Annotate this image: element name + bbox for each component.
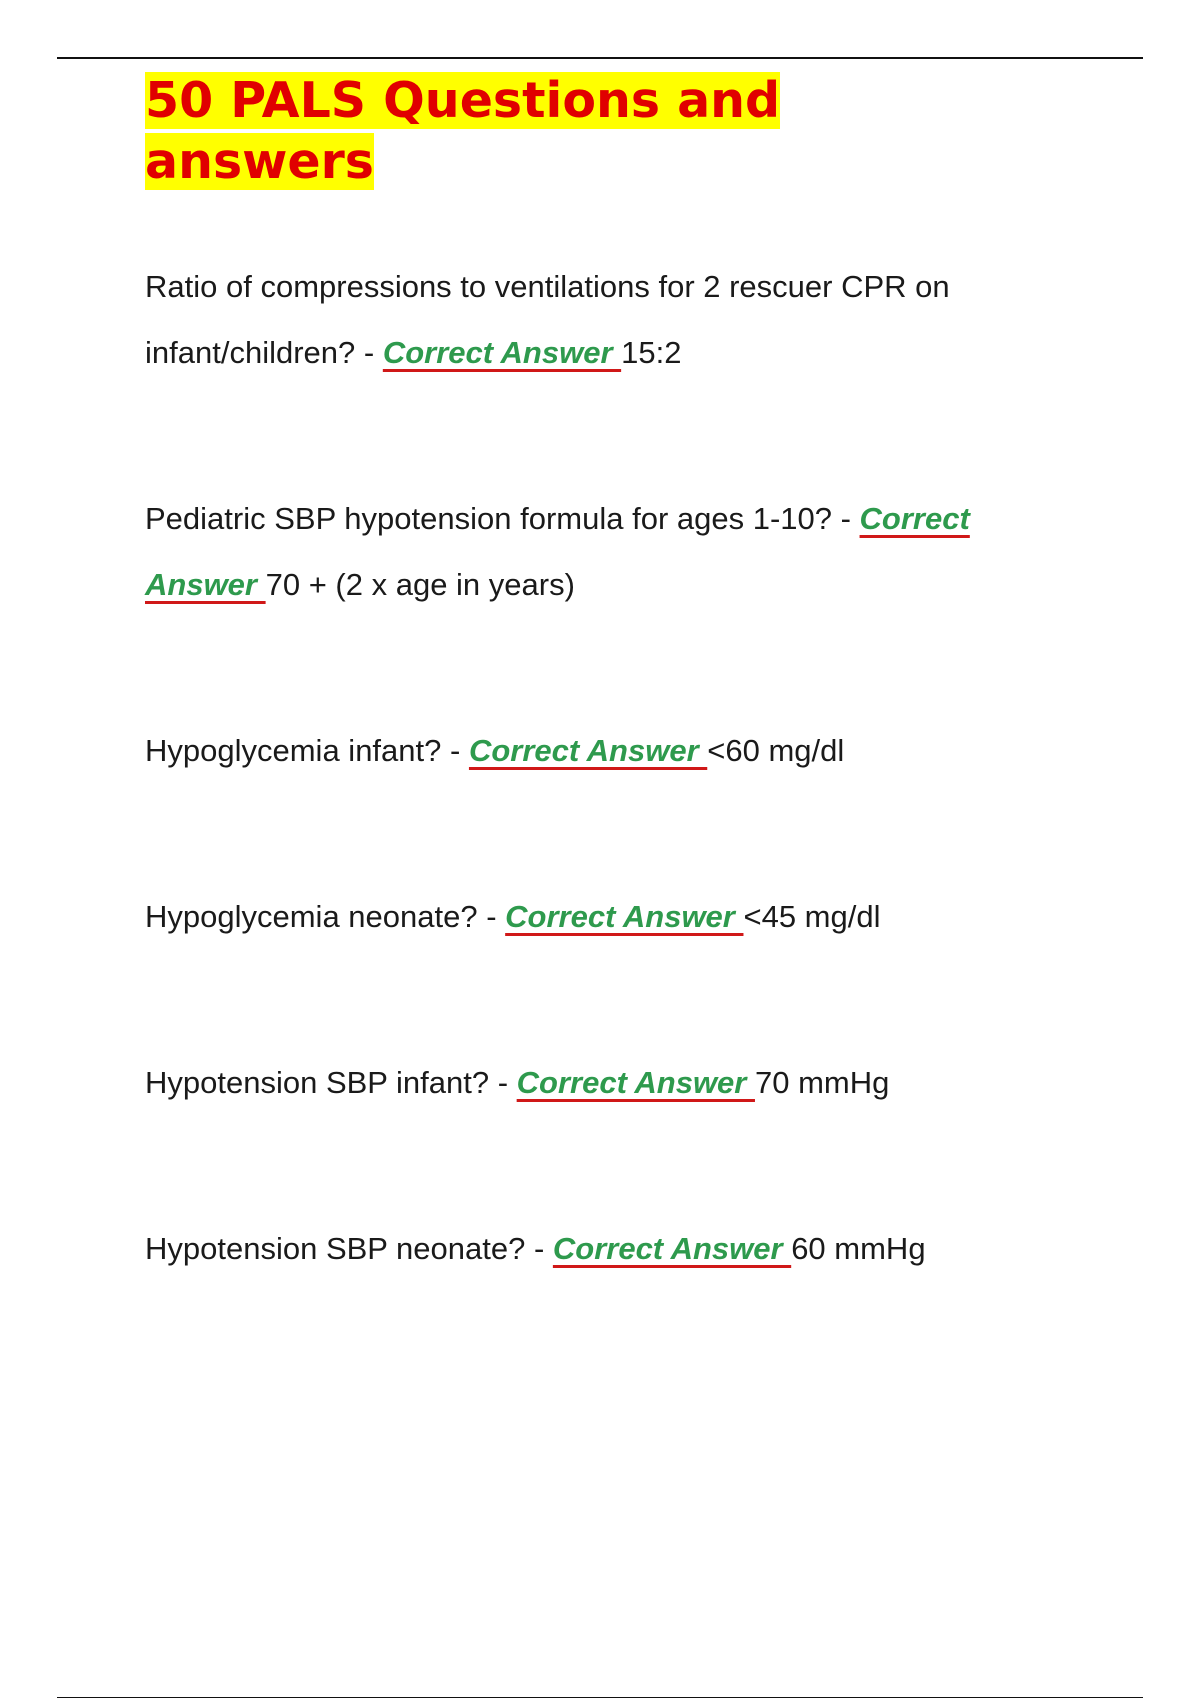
question-text: Pediatric SBP hypotension formula for ages 1-10? - — [145, 501, 860, 536]
answer-text: 70 + (2 x age in years) — [265, 567, 575, 602]
qa-item — [145, 254, 1045, 386]
correct-answer-label: Correct Answer — [468, 733, 708, 768]
question-text: Ratio of compressions to ventilations for 2 rescuer CPR on infant/children? - — [145, 269, 950, 370]
question-text: Hypotension SBP infant? - — [145, 1065, 517, 1100]
correct-answer-label: Correct Answer — [516, 1065, 755, 1100]
answer-text: <60 mg/dl — [707, 733, 845, 768]
bottom-divider — [57, 1697, 1143, 1698]
correct-answer-label: Correct Answer — [145, 501, 970, 602]
qa-item — [145, 718, 1045, 784]
answer-text: <45 mg/dl — [743, 899, 881, 934]
document-title — [145, 70, 905, 192]
qa-item — [145, 486, 1045, 618]
answer-text: 60 mmHg — [791, 1231, 926, 1266]
qa-item — [145, 884, 1045, 950]
qa-item — [145, 1050, 1045, 1116]
top-divider — [57, 57, 1143, 59]
correct-answer-label: Correct Answer — [552, 1231, 792, 1266]
question-text: Hypoglycemia infant? - — [145, 733, 469, 768]
answer-text: 70 mmHg — [754, 1065, 890, 1100]
correct-answer-label: Correct Answer — [382, 335, 622, 370]
qa-list — [145, 254, 1045, 1282]
correct-answer-label: Correct Answer — [505, 899, 744, 934]
answer-text: 15:2 — [621, 335, 682, 370]
question-text: Hypoglycemia neonate? - — [145, 899, 506, 934]
document-body — [145, 70, 1045, 1382]
question-text: Hypotension SBP neonate? - — [145, 1231, 553, 1266]
qa-item — [145, 1216, 1045, 1282]
document-title-text: 50 PALS Questions and answers — [145, 72, 781, 190]
